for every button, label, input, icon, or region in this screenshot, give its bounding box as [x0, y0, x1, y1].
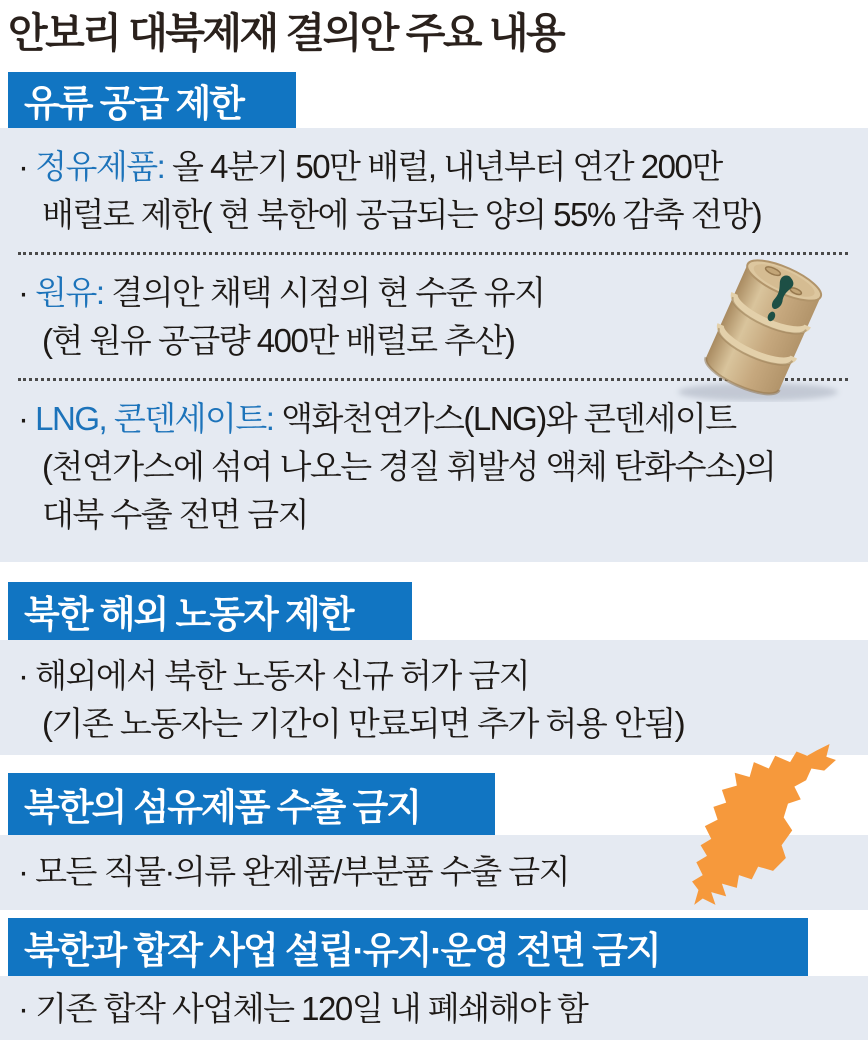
text-line: [18, 143, 852, 191]
text-line: [18, 443, 852, 491]
section-header-overseas-workers: 북한 해외 노동자 제한: [8, 582, 412, 640]
north-korea-map-icon: [678, 744, 850, 906]
north-korea-shape: [692, 744, 836, 905]
bullet-item: [18, 395, 852, 539]
keyword-text: 원유:: [35, 274, 104, 311]
body-text: 결의안 채택 시점의 현 수준 유지: [103, 274, 545, 311]
text-line: [18, 985, 852, 1033]
section-panel-overseas-workers: [0, 640, 868, 755]
bullet-item: [18, 652, 852, 748]
body-text: ·: [18, 148, 36, 185]
section-panel-joint-venture: [0, 976, 868, 1040]
keyword-text: 정유제품:: [35, 148, 165, 185]
body-text: · 모든 직물·의류 완제품/부분품 수출 금지: [18, 853, 570, 890]
bullet-item: [18, 143, 852, 239]
body-text: 액화천연가스(LNG)와 콘덴세이트: [273, 400, 736, 437]
page-title: 안보리 대북제재 결의안 주요 내용: [8, 10, 564, 56]
section-header-textile-export: 북한의 섬유제품 수출 금지: [8, 773, 495, 835]
body-text: 올 4분기 50만 배럴, 내년부터 연간 200만: [164, 148, 722, 185]
text-line: [18, 652, 852, 700]
section-header-joint-venture: 북한과 합작 사업 설립·유지·운영 전면 금지: [8, 918, 808, 976]
section-header-oil-supply: 유류 공급 제한: [8, 72, 296, 128]
body-text: (천연가스에 섞여 나오는 경질 휘발성 액체 탄화수소)의: [42, 448, 776, 485]
text-line: [18, 395, 852, 443]
body-text: (기존 노동자는 기간이 만료되면 추가 허용 안됨): [42, 705, 685, 742]
keyword-text: LNG, 콘덴세이트:: [35, 400, 274, 437]
body-text: ·: [18, 274, 36, 311]
bullet-item: [18, 985, 852, 1033]
text-line: [18, 491, 852, 539]
body-text: · 해외에서 북한 노동자 신규 허가 금지: [18, 657, 530, 694]
text-line: [18, 700, 852, 748]
oil-barrel-icon: [662, 254, 864, 402]
body-text: (현 원유 공급량 400만 배럴로 추산): [42, 322, 515, 359]
body-text: · 기존 합작 사업체는 120일 내 폐쇄해야 함: [18, 990, 588, 1027]
body-text: ·: [18, 400, 36, 437]
body-text: 대북 수출 전면 금지: [42, 496, 309, 533]
body-text: 배럴로 제한( 현 북한에 공급되는 양의 55% 감축 전망): [42, 196, 762, 233]
text-line: [18, 191, 852, 239]
